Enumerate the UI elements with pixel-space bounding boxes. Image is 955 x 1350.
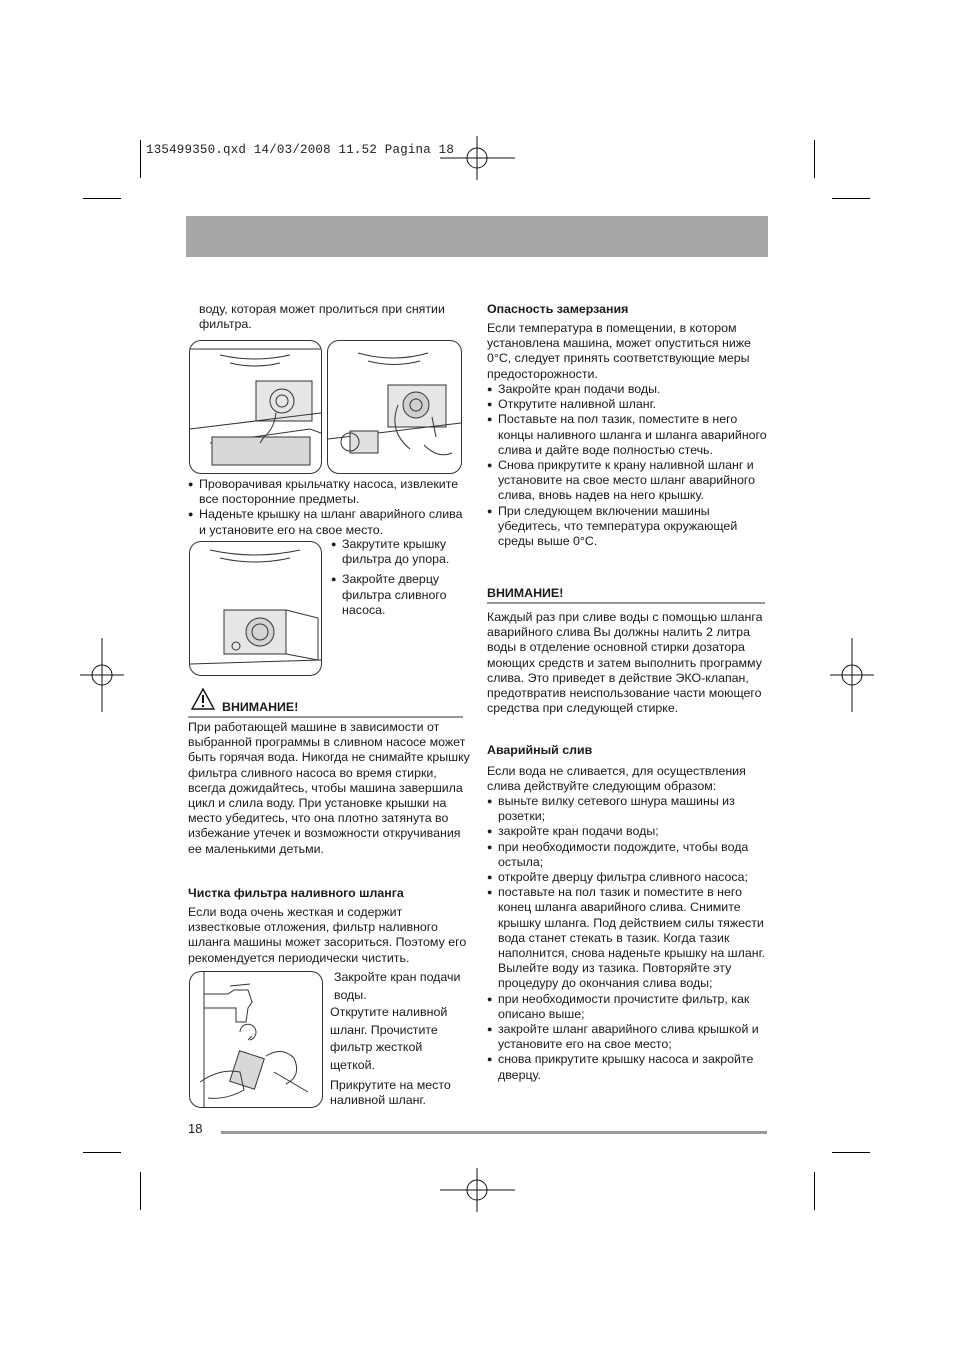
list-item: ● Закрутите крышку фильтра до упора. <box>331 537 461 567</box>
warning-text: При работающей машине в зависимости от выбранной программы в сливном насосе может быть горячая вода. Никогда не снимайте крышку фильтра сливного насоса во время стирки, всегда дожидайтесь, чтобы машина завершила цикл и слила воду. При установке крышки на место убедитесь, что она плотно затянута во избежание утечек и возможности откручивания ее маленькими детьми. <box>188 720 470 856</box>
freeze-text: Если температура в помещении, в котором установлена машина, может опуститься ниже 0°С, следует принять соответствующие меры предосторожности. <box>487 321 751 381</box>
list-item: ● при необходимости прочистите фильтр, как описано выше; <box>487 992 769 1022</box>
list-item: ● Наденьте крышку на шланг аварийного слива и установите его на свое место. <box>188 507 468 537</box>
list-item: ● откройте дверцу фильтра сливного насоса; <box>487 870 769 885</box>
attention-rule <box>487 602 765 604</box>
list-item: ● закройте шланг аварийного слива крышкой и установите его на свое место; <box>487 1022 769 1052</box>
list-item: ● При следующем включении машины убедитесь, что температура окружающей среды выше 0°С. <box>487 504 767 550</box>
pump-bullets <box>188 477 468 538</box>
intro-text: воду, которая может пролиться при снятии фильтра. <box>199 302 445 332</box>
list-item: ● выньте вилку сетевого шнура машины из розетки; <box>487 794 769 824</box>
freeze-bullets <box>487 382 767 549</box>
print-slug: 135499350.qxd 14/03/2008 11.52 Pagina 18 <box>146 143 455 157</box>
warning-rule <box>188 716 463 718</box>
list-item: ● Поставьте на пол тазик, поместите в него концы наливного шланга и шланга аварийного слива и дайте воде полностью стечь. <box>487 412 767 458</box>
drain-title: Аварийный слив <box>487 743 593 757</box>
filter-bullets <box>331 537 461 618</box>
attention-text: Каждый раз при сливе воды с помощью шланга аварийного слива Вы должны налить 2 литра воды в отделение основной стирки дозатора моющих средств и затем выполнить программу слива. Это приведет в действие ЭКО-клапан, предотвратив неиспользование части моющего средства при следующей стирке. <box>487 610 763 716</box>
footer-rule <box>221 1131 767 1134</box>
illustration-filter-door <box>189 541 322 676</box>
hose-steps <box>330 969 465 1109</box>
warning-icon <box>190 687 216 711</box>
hose-step: Прикрутите на место наливной шланг. <box>330 1077 451 1108</box>
attention-title: ВНИМАНИЕ! <box>487 586 564 600</box>
list-item: ● снова прикрутите крышку насоса и закройте дверцу. <box>487 1052 769 1082</box>
page-number: 18 <box>188 1121 203 1136</box>
list-item: ● Проворачивая крыльчатку насоса, извлеките все посторонние предметы. <box>188 477 468 507</box>
list-item: ● при необходимости подождите, чтобы вода остыла; <box>487 840 769 870</box>
drain-text: Если вода не сливается, для осуществления слива действуйте следующим образом: <box>487 764 746 794</box>
list-item: ● закройте кран подачи воды; <box>487 824 769 839</box>
illustration-tap-hose <box>189 971 323 1108</box>
illustration-pump-filter-removed <box>189 340 322 474</box>
list-item: ● Снова прикрутите к крану наливной шланг и установите на свое место шланг аварийного слива, вновь надев на него крышку. <box>487 458 767 504</box>
hose-step: Закройте кран подачи воды. <box>334 970 461 1002</box>
list-item: ● Закройте кран подачи воды. <box>487 382 767 397</box>
hose-title: Чистка фильтра наливного шланга <box>188 886 404 900</box>
list-item: ● Закройте дверцу фильтра сливного насоса. <box>331 572 461 618</box>
hose-step: Открутите наливной шланг. Прочистите фильтр жесткой щеткой. <box>330 1005 448 1072</box>
header-band <box>186 216 768 257</box>
hose-text: Если вода очень жесткая и содержит известковые отложения, фильтр наливного шланга машины может засориться. Поэтому его рекомендуется периодически чистить. <box>188 905 467 965</box>
drain-bullets <box>487 794 769 1083</box>
list-item: ● поставьте на пол тазик и поместите в него конец шланга аварийного слива. Снимите крышку шланга. Под действием силы тяжести вода станет стекать в тазик. Когда тазик наполнится, снова наденьте крышку на шланг. Вылейте воду из тазика. Повторяйте эту процедуру до окончания слива воды; <box>487 885 769 991</box>
illustration-pump-impeller <box>327 340 462 474</box>
list-item: ● Открутите наливной шланг. <box>487 397 767 412</box>
warning-title: ВНИМАНИЕ! <box>222 700 299 714</box>
freeze-title: Опасность замерзания <box>487 302 629 316</box>
